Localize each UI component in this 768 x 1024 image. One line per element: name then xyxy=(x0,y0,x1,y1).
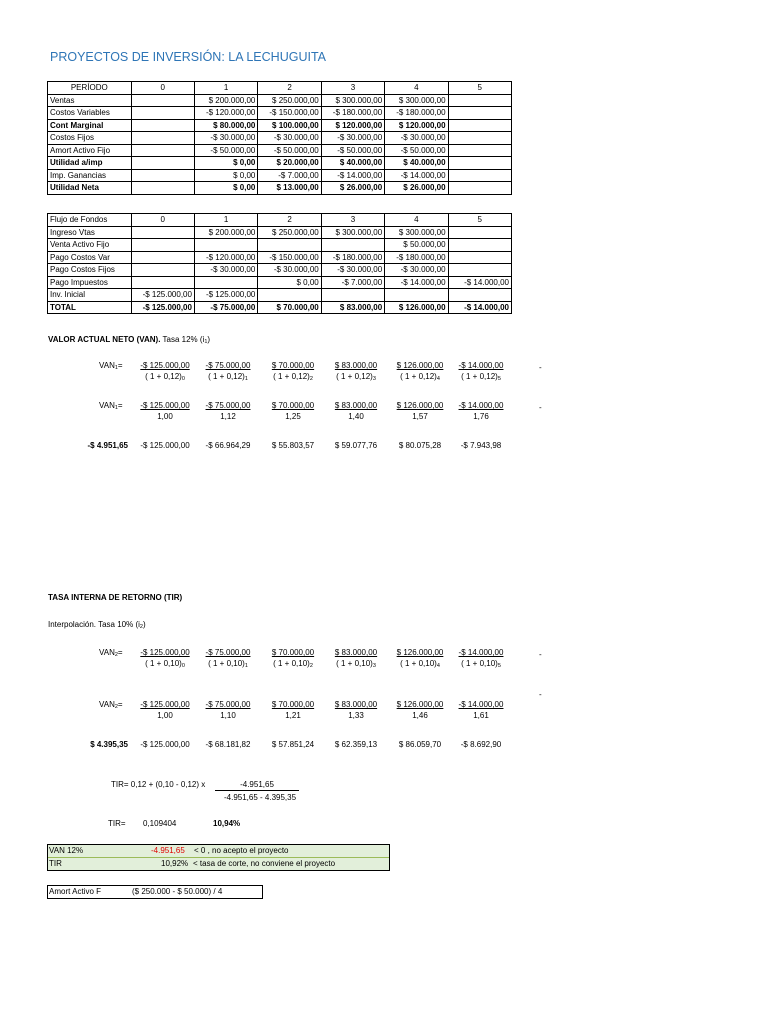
tir-denominator-exp: 3 xyxy=(372,663,376,669)
tir-denominator-base: ( 1 + 0,10) xyxy=(400,659,437,668)
income-cell xyxy=(131,182,194,195)
tir-heading: TASA INTERNA DE RETORNO (TIR) xyxy=(48,593,183,602)
summary-van-row xyxy=(48,845,389,858)
income-cell: -$ 50.000,00 xyxy=(385,144,448,157)
tir-dash: - xyxy=(539,650,542,659)
van-factor: 1,57 xyxy=(412,412,428,421)
tir-formula-denominator: -4.951,65 - 4.395,35 xyxy=(224,793,297,802)
van-dash: - xyxy=(539,403,542,412)
income-cell: $ 120.000,00 xyxy=(385,119,448,132)
van-denominator-exp: 2 xyxy=(309,376,313,382)
tir-result-percent: 10,94% xyxy=(213,819,241,828)
income-row xyxy=(48,144,512,157)
cashflow-cell xyxy=(131,276,194,289)
cashflow-row xyxy=(48,226,512,239)
summary-box xyxy=(47,844,390,871)
tir-formula-numerator: -4.951,65 xyxy=(215,780,299,791)
tir-label xyxy=(99,648,123,658)
van-label-text: VAN xyxy=(99,401,115,410)
van-discounted-value: $ 80.075,28 xyxy=(398,441,442,450)
income-cell: $ 40.000,00 xyxy=(321,157,384,170)
cashflow-header-cell: 4 xyxy=(385,214,448,227)
tir-label-text: VAN xyxy=(99,648,115,657)
van-factor: 1,00 xyxy=(157,412,173,421)
van-denominator-exp: 3 xyxy=(372,376,376,382)
van-label-sub: 1 xyxy=(114,365,118,371)
income-row-label: Cont Marginal xyxy=(48,119,132,132)
income-cell: -$ 120.000,00 xyxy=(194,107,257,120)
van-heading-close: ) xyxy=(207,335,211,344)
income-cell: -$ 50.000,00 xyxy=(258,144,321,157)
van-numerator: -$ 14.000,00 xyxy=(458,361,504,370)
income-cell xyxy=(448,144,511,157)
cashflow-cell: -$ 30.000,00 xyxy=(385,264,448,277)
income-cell xyxy=(131,144,194,157)
income-header-cell: 2 xyxy=(258,82,321,95)
van-numerator: -$ 14.000,00 xyxy=(458,401,504,410)
income-header-cell: 5 xyxy=(448,82,511,95)
income-row xyxy=(48,94,512,107)
cashflow-cell xyxy=(258,289,321,302)
income-cell xyxy=(448,94,511,107)
cashflow-cell xyxy=(321,239,384,252)
van-denominator-exp: 0 xyxy=(181,376,185,382)
cashflow-cell: -$ 14.000,00 xyxy=(448,276,511,289)
tir-numerator: $ 70.000,00 xyxy=(271,700,315,709)
income-cell: -$ 50.000,00 xyxy=(321,144,384,157)
van-label-sub: 1 xyxy=(114,405,118,411)
tir-label xyxy=(99,700,123,710)
van-label xyxy=(99,361,123,371)
cashflow-row-label: Venta Activo Fijo xyxy=(48,239,132,252)
van-heading-bold: VALOR ACTUAL NETO (VAN). xyxy=(48,335,161,344)
van-denominator-exp: 5 xyxy=(497,376,501,382)
income-cell: $ 40.000,00 xyxy=(385,157,448,170)
income-row-label: Costos Variables xyxy=(48,107,132,120)
tir-discounted-value: -$ 8.692,90 xyxy=(460,740,502,749)
cashflow-cell: $ 126.000,00 xyxy=(385,301,448,314)
tir-result-label: TIR= xyxy=(108,819,126,828)
van-label-eq: = xyxy=(117,361,123,370)
tir-numerator: -$ 14.000,00 xyxy=(458,700,504,709)
tir-factor: 1,00 xyxy=(157,711,173,720)
cashflow-row xyxy=(48,251,512,264)
van-numerator: $ 126.000,00 xyxy=(396,401,444,410)
income-row xyxy=(48,132,512,145)
van-denominator xyxy=(262,372,324,382)
van-denominator xyxy=(389,372,451,382)
income-cell: $ 300.000,00 xyxy=(321,94,384,107)
cashflow-cell xyxy=(194,276,257,289)
cashflow-cell: $ 50.000,00 xyxy=(385,239,448,252)
income-cell: $ 200.000,00 xyxy=(194,94,257,107)
tir-discounted-value: -$ 125.000,00 xyxy=(140,740,190,749)
income-cell xyxy=(131,157,194,170)
cashflow-header-cell: 1 xyxy=(194,214,257,227)
tir-denominator-exp: 2 xyxy=(309,663,313,669)
cashflow-row-label: TOTAL xyxy=(48,301,132,314)
income-cell: -$ 30.000,00 xyxy=(194,132,257,145)
van-denominator xyxy=(197,372,259,382)
summary-van-text: < 0 , no acepto el proyecto xyxy=(194,846,289,855)
income-cell: -$ 180.000,00 xyxy=(321,107,384,120)
tir-label-eq: = xyxy=(117,648,123,657)
tir-denominator-base: ( 1 + 0,10) xyxy=(461,659,498,668)
income-cell xyxy=(131,119,194,132)
interp-sub: 2 xyxy=(139,624,143,630)
tir-denominator xyxy=(197,659,259,669)
tir-result-value: 0,109404 xyxy=(143,819,177,828)
tir-denominator-exp: 4 xyxy=(436,663,440,669)
tir-discounted-value: $ 86.059,70 xyxy=(398,740,442,749)
van-factor: 1,25 xyxy=(285,412,301,421)
cashflow-cell: -$ 30.000,00 xyxy=(258,264,321,277)
cashflow-cell xyxy=(321,289,384,302)
van-discounted-value: $ 55.803,57 xyxy=(271,441,315,450)
cashflow-row xyxy=(48,289,512,302)
van-label-eq: = xyxy=(117,401,123,410)
cash-flow-table xyxy=(47,213,512,314)
tir-denominator xyxy=(262,659,324,669)
tir-numerator: $ 126.000,00 xyxy=(396,700,444,709)
van-denominator-base: ( 1 + 0,12) xyxy=(273,372,310,381)
income-cell: $ 100.000,00 xyxy=(258,119,321,132)
van-numerator: -$ 125.000,00 xyxy=(140,361,190,370)
income-row-label: Utilidad a/imp xyxy=(48,157,132,170)
cashflow-cell xyxy=(448,251,511,264)
cashflow-row-label: Pago Impuestos xyxy=(48,276,132,289)
cashflow-cell: $ 250.000,00 xyxy=(258,226,321,239)
van-factor: 1,40 xyxy=(348,412,364,421)
van-numerator: -$ 125.000,00 xyxy=(140,401,190,410)
income-cell xyxy=(448,132,511,145)
cashflow-header-cell: 0 xyxy=(131,214,194,227)
van-denominator xyxy=(450,372,512,382)
van-dash: - xyxy=(539,363,542,372)
income-cell: $ 13.000,00 xyxy=(258,182,321,195)
cashflow-cell: -$ 30.000,00 xyxy=(194,264,257,277)
cashflow-cell: $ 200.000,00 xyxy=(194,226,257,239)
van-numerator: -$ 75.000,00 xyxy=(205,361,251,370)
income-header-cell: 1 xyxy=(194,82,257,95)
van-heading-rate: Tasa 12% (i xyxy=(160,335,205,344)
cashflow-cell xyxy=(448,289,511,302)
cashflow-cell xyxy=(448,226,511,239)
income-cell: $ 250.000,00 xyxy=(258,94,321,107)
cashflow-cell xyxy=(385,289,448,302)
tir-label-eq: = xyxy=(117,700,123,709)
cashflow-cell: -$ 180.000,00 xyxy=(385,251,448,264)
cashflow-cell: -$ 7.000,00 xyxy=(321,276,384,289)
summary-van-label: VAN 12% xyxy=(49,846,84,855)
cashflow-cell xyxy=(448,239,511,252)
cashflow-row xyxy=(48,239,512,252)
van-discounted-value: $ 59.077,76 xyxy=(334,441,378,450)
income-cell: -$ 7.000,00 xyxy=(258,169,321,182)
income-header-cell: PERÍODO xyxy=(48,82,132,95)
tir-denominator-base: ( 1 + 0,10) xyxy=(208,659,245,668)
tir-denominator-base: ( 1 + 0,10) xyxy=(273,659,310,668)
cashflow-row-label: Pago Costos Var xyxy=(48,251,132,264)
income-cell xyxy=(448,157,511,170)
tir-discounted-value: $ 62.359,13 xyxy=(334,740,378,749)
income-cell: $ 0,00 xyxy=(194,169,257,182)
tir-factor: 1,33 xyxy=(348,711,364,720)
tir-denominator xyxy=(389,659,451,669)
income-cell xyxy=(131,107,194,120)
income-cell: $ 120.000,00 xyxy=(321,119,384,132)
cashflow-row xyxy=(48,301,512,314)
cashflow-cell: $ 300.000,00 xyxy=(385,226,448,239)
tir-denominator-exp: 1 xyxy=(244,663,248,669)
income-row-label: Costos Fijos xyxy=(48,132,132,145)
income-cell: $ 0,00 xyxy=(194,182,257,195)
income-cell xyxy=(131,94,194,107)
income-cell xyxy=(131,169,194,182)
van-numerator: $ 70.000,00 xyxy=(271,361,315,370)
income-cell xyxy=(448,169,511,182)
interpolation-label xyxy=(48,620,146,630)
van-numerator: $ 70.000,00 xyxy=(271,401,315,410)
income-row xyxy=(48,182,512,195)
summary-tir-text: < tasa de corte, no conviene el proyecto xyxy=(193,859,336,868)
page-title: PROYECTOS DE INVERSIÓN: LA LECHUGUITA xyxy=(50,50,326,64)
income-cell: -$ 30.000,00 xyxy=(385,132,448,145)
tir-label-sub: 2 xyxy=(114,652,118,658)
income-row xyxy=(48,119,512,132)
income-cell: -$ 30.000,00 xyxy=(258,132,321,145)
tir-numerator: -$ 125.000,00 xyxy=(140,648,190,657)
income-row-label: Imp. Ganancias xyxy=(48,169,132,182)
tir-result: $ 4.395,35 xyxy=(90,740,128,749)
income-header-cell: 4 xyxy=(385,82,448,95)
tir-denominator-base: ( 1 + 0,10) xyxy=(336,659,373,668)
cashflow-cell: -$ 125.000,00 xyxy=(131,301,194,314)
van-result: -$ 4.951,65 xyxy=(87,441,128,450)
cashflow-header-cell: 5 xyxy=(448,214,511,227)
income-row xyxy=(48,169,512,182)
van-numerator: $ 83.000,00 xyxy=(334,361,378,370)
van-denominator-base: ( 1 + 0,12) xyxy=(400,372,437,381)
tir-numerator: $ 83.000,00 xyxy=(334,700,378,709)
van-denominator-base: ( 1 + 0,12) xyxy=(461,372,498,381)
tir-numerator: $ 126.000,00 xyxy=(396,648,444,657)
tir-numerator: -$ 75.000,00 xyxy=(205,648,251,657)
income-cell xyxy=(131,132,194,145)
cashflow-cell xyxy=(194,239,257,252)
cashflow-header-cell: Flujo de Fondos xyxy=(48,214,132,227)
income-row-label: Utilidad Neta xyxy=(48,182,132,195)
amort-label: Amort Activo F xyxy=(49,887,102,896)
cashflow-row xyxy=(48,264,512,277)
cashflow-cell: $ 0,00 xyxy=(258,276,321,289)
van-heading xyxy=(48,335,210,345)
tir-numerator: $ 70.000,00 xyxy=(271,648,315,657)
income-cell: -$ 14.000,00 xyxy=(321,169,384,182)
income-header-cell: 3 xyxy=(321,82,384,95)
summary-van-value: -4.951,65 xyxy=(151,846,185,855)
income-cell: -$ 30.000,00 xyxy=(321,132,384,145)
van-discounted-value: -$ 66.964,29 xyxy=(205,441,251,450)
income-header-row xyxy=(48,82,512,95)
income-cell: $ 26.000,00 xyxy=(321,182,384,195)
van-label-text: VAN xyxy=(99,361,115,370)
cashflow-cell xyxy=(131,264,194,277)
income-row xyxy=(48,157,512,170)
tir-numerator: -$ 75.000,00 xyxy=(205,700,251,709)
cashflow-cell: -$ 125.000,00 xyxy=(194,289,257,302)
cashflow-header-cell: 2 xyxy=(258,214,321,227)
income-cell: $ 0,00 xyxy=(194,157,257,170)
income-cell: -$ 180.000,00 xyxy=(385,107,448,120)
tir-factor: 1,46 xyxy=(412,711,428,720)
amort-box xyxy=(47,885,263,899)
van-denominator-exp: 1 xyxy=(244,376,248,382)
van-numerator: $ 126.000,00 xyxy=(396,361,444,370)
tir-factor: 1,61 xyxy=(473,711,489,720)
tir-denominator-exp: 0 xyxy=(181,663,185,669)
cashflow-cell: $ 300.000,00 xyxy=(321,226,384,239)
income-cell: $ 80.000,00 xyxy=(194,119,257,132)
cashflow-cell: -$ 125.000,00 xyxy=(131,289,194,302)
van-heading-sub: 1 xyxy=(204,339,208,345)
cashflow-cell: -$ 14.000,00 xyxy=(385,276,448,289)
summary-tir-value: 10,92% xyxy=(161,859,189,868)
van-denominator xyxy=(134,372,196,382)
tir-discounted-value: $ 57.851,24 xyxy=(271,740,315,749)
income-cell: -$ 150.000,00 xyxy=(258,107,321,120)
cashflow-row-label: Ingreso Vtas xyxy=(48,226,132,239)
van-denominator-base: ( 1 + 0,12) xyxy=(145,372,182,381)
cashflow-cell xyxy=(258,239,321,252)
tir-denominator-base: ( 1 + 0,10) xyxy=(145,659,182,668)
cashflow-row xyxy=(48,276,512,289)
tir-denominator xyxy=(325,659,387,669)
tir-discounted-value: -$ 68.181,82 xyxy=(205,740,251,749)
cashflow-cell: -$ 75.000,00 xyxy=(194,301,257,314)
van-numerator: -$ 75.000,00 xyxy=(205,401,251,410)
income-row-label: Amort Activo Fijo xyxy=(48,144,132,157)
amort-formula: ($ 250.000 - $ 50.000) / 4 xyxy=(132,887,223,896)
interp-close: ) xyxy=(142,620,146,629)
cashflow-header-cell: 3 xyxy=(321,214,384,227)
cashflow-header-row xyxy=(48,214,512,227)
cashflow-cell xyxy=(131,239,194,252)
income-cell: -$ 14.000,00 xyxy=(385,169,448,182)
tir-formula-left: TIR= 0,12 + (0,10 - 0,12) x xyxy=(111,780,206,789)
income-cell: -$ 50.000,00 xyxy=(194,144,257,157)
income-cell xyxy=(448,182,511,195)
cashflow-cell: -$ 30.000,00 xyxy=(321,264,384,277)
cashflow-cell xyxy=(448,264,511,277)
income-cell: $ 300.000,00 xyxy=(385,94,448,107)
cashflow-row-label: Pago Costos Fijos xyxy=(48,264,132,277)
van-numerator: $ 83.000,00 xyxy=(334,401,378,410)
cashflow-row-label: Inv. Inicial xyxy=(48,289,132,302)
interp-text: Interpolación. Tasa 10% (i xyxy=(48,620,140,629)
cashflow-cell xyxy=(131,226,194,239)
income-header-cell: 0 xyxy=(131,82,194,95)
tir-dash: - xyxy=(539,690,542,699)
income-row-label: Ventas xyxy=(48,94,132,107)
van-discounted-value: -$ 7.943,98 xyxy=(460,441,502,450)
tir-factor: 1,10 xyxy=(220,711,236,720)
income-cell: $ 20.000,00 xyxy=(258,157,321,170)
cashflow-cell: -$ 120.000,00 xyxy=(194,251,257,264)
tir-numerator: $ 83.000,00 xyxy=(334,648,378,657)
tir-numerator: -$ 125.000,00 xyxy=(140,700,190,709)
van-denominator-base: ( 1 + 0,12) xyxy=(336,372,373,381)
income-cell: $ 26.000,00 xyxy=(385,182,448,195)
van-factor: 1,76 xyxy=(473,412,489,421)
van-denominator xyxy=(325,372,387,382)
cashflow-cell xyxy=(131,251,194,264)
tir-label-text: VAN xyxy=(99,700,115,709)
income-cell xyxy=(448,119,511,132)
income-row xyxy=(48,107,512,120)
van-discounted-value: -$ 125.000,00 xyxy=(140,441,190,450)
income-cell xyxy=(448,107,511,120)
cashflow-cell: $ 70.000,00 xyxy=(258,301,321,314)
cashflow-cell: -$ 14.000,00 xyxy=(448,301,511,314)
cashflow-cell: -$ 150.000,00 xyxy=(258,251,321,264)
tir-factor: 1,21 xyxy=(285,711,301,720)
van-label xyxy=(99,401,123,411)
tir-numerator: -$ 14.000,00 xyxy=(458,648,504,657)
summary-tir-row xyxy=(48,858,389,870)
van-factor: 1,12 xyxy=(220,412,236,421)
cashflow-cell: -$ 180.000,00 xyxy=(321,251,384,264)
tir-denominator-exp: 5 xyxy=(497,663,501,669)
van-denominator-base: ( 1 + 0,12) xyxy=(208,372,245,381)
van-denominator-exp: 4 xyxy=(436,376,440,382)
income-statement-table xyxy=(47,81,512,195)
summary-tir-label: TIR xyxy=(49,859,62,868)
tir-denominator xyxy=(134,659,196,669)
tir-denominator xyxy=(450,659,512,669)
tir-label-sub: 2 xyxy=(114,704,118,710)
cashflow-cell: $ 83.000,00 xyxy=(321,301,384,314)
